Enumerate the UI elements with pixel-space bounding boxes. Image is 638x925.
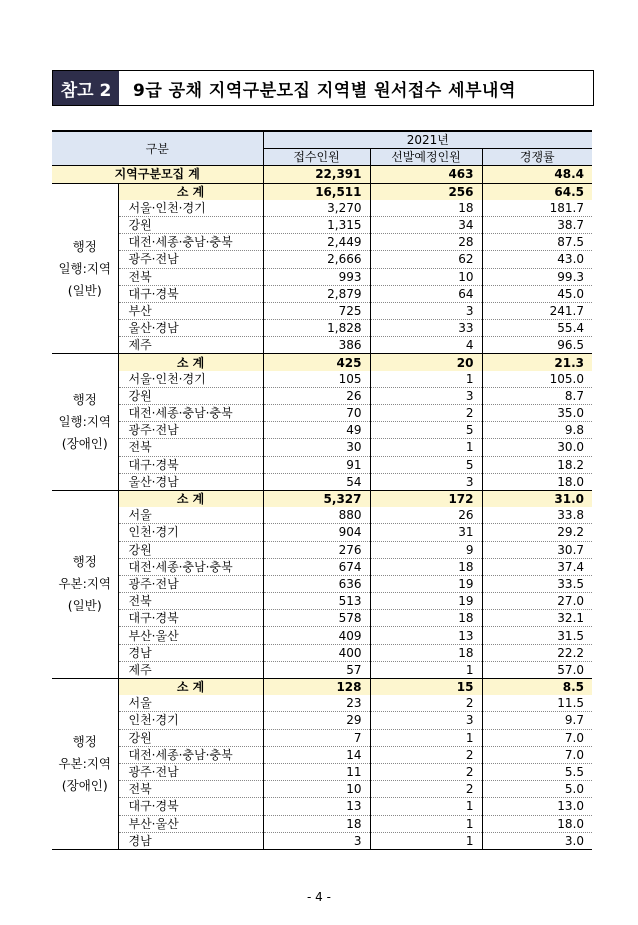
ratio-cell: 5.5 [482,763,592,780]
subtotal-ratio: 64.5 [482,183,592,200]
ratio-cell: 55.4 [482,320,592,337]
group-label-line: (일반) [67,282,102,298]
region-cell: 대전·세종·충남·충북 [118,234,263,251]
region-cell: 인천·경기 [118,524,263,541]
region-cell: 광주·전남 [118,763,263,780]
region-cell: 제주 [118,661,263,678]
ratio-cell: 37.4 [482,558,592,575]
group-label [52,679,118,850]
table-row [52,627,592,644]
table-row [52,798,592,815]
table-row [52,285,592,302]
planned-cell: 4 [370,337,482,354]
table-row [52,593,592,610]
ratio-cell: 9.8 [482,422,592,439]
planned-cell: 1 [370,832,482,849]
planned-cell: 33 [370,320,482,337]
ratio-cell: 33.8 [482,507,592,524]
group-label-line: 행정 [72,392,97,408]
region-cell: 대구·경북 [118,610,263,627]
applicants-cell: 386 [263,337,370,354]
table-row [52,575,592,592]
header-planned: 선발예정인원 [370,149,482,166]
ratio-cell: 35.0 [482,405,592,422]
total-ratio: 48.4 [482,166,592,183]
applicants-cell: 1,828 [263,320,370,337]
ratio-cell: 5.0 [482,781,592,798]
page-number: - 4 - [307,890,331,904]
table-row [52,781,592,798]
subtotal-row [52,490,592,507]
ratio-cell: 99.3 [482,268,592,285]
applicants-cell: 2,449 [263,234,370,251]
ratio-cell: 31.5 [482,627,592,644]
region-cell: 광주·전남 [118,251,263,268]
applicants-cell: 105 [263,371,370,388]
region-cell: 서울 [118,507,263,524]
planned-cell: 5 [370,422,482,439]
header-ratio: 경쟁률 [482,149,592,166]
table-row [52,422,592,439]
subtotal-label: 소 계 [118,679,263,696]
applicants-cell: 70 [263,405,370,422]
applicants-cell: 18 [263,815,370,832]
region-cell: 전북 [118,593,263,610]
table-row [52,832,592,849]
ratio-cell: 13.0 [482,798,592,815]
planned-cell: 2 [370,405,482,422]
region-cell: 울산·경남 [118,473,263,490]
total-label: 지역구분모집 계 [52,166,263,183]
applicants-cell: 3,270 [263,200,370,217]
subtotal-planned: 256 [370,183,482,200]
ratio-cell: 18.0 [482,473,592,490]
header-year: 2021년 [263,131,592,149]
planned-cell: 1 [370,729,482,746]
ratio-cell: 18.0 [482,815,592,832]
table-body [52,166,592,850]
subtotal-row [52,679,592,696]
planned-cell: 10 [370,268,482,285]
applicants-cell: 2,879 [263,285,370,302]
page-title: 9급 공채 지역구분모집 지역별 원서접수 세부내역 [133,80,516,101]
applicants-cell: 578 [263,610,370,627]
header-applicants: 접수인원 [263,149,370,166]
table-row [52,558,592,575]
ratio-cell: 87.5 [482,234,592,251]
ratio-cell: 32.1 [482,610,592,627]
ratio-cell: 18.2 [482,456,592,473]
applicants-cell: 26 [263,387,370,404]
region-cell: 전북 [118,268,263,285]
subtotal-applicants: 128 [263,679,370,696]
subtotal-planned: 172 [370,490,482,507]
table-row [52,746,592,763]
planned-cell: 18 [370,610,482,627]
region-cell: 대구·경북 [118,798,263,815]
application-table [52,130,592,850]
ratio-cell: 3.0 [482,832,592,849]
region-cell: 경남 [118,644,263,661]
region-cell: 강원 [118,387,263,404]
planned-cell: 3 [370,302,482,319]
ratio-cell: 7.0 [482,746,592,763]
subtotal-label: 소 계 [118,354,263,371]
ratio-cell: 11.5 [482,695,592,712]
planned-cell: 26 [370,507,482,524]
region-cell: 전북 [118,781,263,798]
applicants-cell: 10 [263,781,370,798]
applicants-cell: 7 [263,729,370,746]
subtotal-applicants: 16,511 [263,183,370,200]
planned-cell: 19 [370,593,482,610]
region-cell: 울산·경남 [118,320,263,337]
table-row [52,473,592,490]
table-row [52,216,592,233]
planned-cell: 28 [370,234,482,251]
table-row [52,695,592,712]
title-box [52,70,594,106]
applicants-cell: 904 [263,524,370,541]
applicants-cell: 674 [263,558,370,575]
group-label-line: 행정 [72,238,97,254]
ratio-cell: 45.0 [482,285,592,302]
planned-cell: 1 [370,371,482,388]
region-cell: 강원 [118,541,263,558]
applicants-cell: 409 [263,627,370,644]
planned-cell: 31 [370,524,482,541]
subtotal-label: 소 계 [118,490,263,507]
ratio-cell: 96.5 [482,337,592,354]
region-cell: 전북 [118,439,263,456]
planned-cell: 3 [370,473,482,490]
table-row [52,815,592,832]
total-row [52,166,592,183]
applicants-cell: 54 [263,473,370,490]
applicants-cell: 13 [263,798,370,815]
planned-cell: 18 [370,644,482,661]
table-row [52,456,592,473]
subtotal-ratio: 21.3 [482,354,592,371]
group-label-line: (일반) [67,598,102,614]
table-row [52,200,592,217]
subtotal-row [52,183,592,200]
region-cell: 서울 [118,695,263,712]
ratio-cell: 30.7 [482,541,592,558]
applicants-cell: 880 [263,507,370,524]
table-row [52,524,592,541]
applicants-cell: 91 [263,456,370,473]
ratio-cell: 33.5 [482,575,592,592]
planned-cell: 18 [370,200,482,217]
table-row [52,405,592,422]
group-label-line: (장애인) [61,777,108,793]
table-row [52,302,592,319]
applicants-cell: 513 [263,593,370,610]
table-row [52,610,592,627]
planned-cell: 64 [370,285,482,302]
region-cell: 광주·전남 [118,575,263,592]
subtotal-row [52,354,592,371]
table-row [52,763,592,780]
table-row [52,439,592,456]
ratio-cell: 38.7 [482,216,592,233]
planned-cell: 13 [370,627,482,644]
group-label [52,354,118,491]
applicants-cell: 725 [263,302,370,319]
region-cell: 대구·경북 [118,456,263,473]
ratio-cell: 105.0 [482,371,592,388]
region-cell: 서울·인천·경기 [118,200,263,217]
group-label-line: 우본:지역 [58,755,111,771]
planned-cell: 2 [370,695,482,712]
subtotal-planned: 15 [370,679,482,696]
region-cell: 대전·세종·충남·충북 [118,405,263,422]
planned-cell: 2 [370,763,482,780]
applicants-cell: 23 [263,695,370,712]
planned-cell: 1 [370,439,482,456]
planned-cell: 62 [370,251,482,268]
ratio-cell: 7.0 [482,729,592,746]
applicants-cell: 400 [263,644,370,661]
table-row [52,337,592,354]
planned-cell: 1 [370,815,482,832]
ratio-cell: 241.7 [482,302,592,319]
ratio-cell: 57.0 [482,661,592,678]
region-cell: 강원 [118,216,263,233]
subtotal-applicants: 5,327 [263,490,370,507]
region-cell: 부산 [118,302,263,319]
group-label-line: 행정 [72,554,97,570]
table-row [52,251,592,268]
table-row [52,268,592,285]
ratio-cell: 9.7 [482,712,592,729]
ratio-cell: 181.7 [482,200,592,217]
planned-cell: 5 [370,456,482,473]
subtotal-ratio: 31.0 [482,490,592,507]
group-label [52,183,118,354]
applicants-cell: 11 [263,763,370,780]
ratio-cell: 27.0 [482,593,592,610]
applicants-cell: 3 [263,832,370,849]
ratio-cell: 29.2 [482,524,592,541]
planned-cell: 18 [370,558,482,575]
ratio-cell: 43.0 [482,251,592,268]
table-row [52,712,592,729]
region-cell: 서울·인천·경기 [118,371,263,388]
table-row [52,387,592,404]
applicants-cell: 29 [263,712,370,729]
applicants-cell: 1,315 [263,216,370,233]
applicants-cell: 30 [263,439,370,456]
group-label-line: (장애인) [61,436,108,452]
region-cell: 부산·울산 [118,627,263,644]
reference-tag: 참고 2 [53,71,119,105]
applicants-cell: 57 [263,661,370,678]
applicants-cell: 14 [263,746,370,763]
applicants-cell: 276 [263,541,370,558]
subtotal-ratio: 8.5 [482,679,592,696]
planned-cell: 3 [370,387,482,404]
planned-cell: 2 [370,781,482,798]
group-label-line: 일행:지역 [58,414,111,430]
region-cell: 제주 [118,337,263,354]
planned-cell: 9 [370,541,482,558]
total-applicants: 22,391 [263,166,370,183]
region-cell: 대전·세종·충남·충북 [118,558,263,575]
table-row [52,729,592,746]
ratio-cell: 8.7 [482,387,592,404]
header-category: 구분 [52,131,263,166]
subtotal-applicants: 425 [263,354,370,371]
ratio-cell: 22.2 [482,644,592,661]
subtotal-planned: 20 [370,354,482,371]
table-row [52,661,592,678]
region-cell: 대구·경북 [118,285,263,302]
planned-cell: 3 [370,712,482,729]
planned-cell: 1 [370,661,482,678]
ratio-cell: 30.0 [482,439,592,456]
applicants-cell: 636 [263,575,370,592]
total-planned: 463 [370,166,482,183]
applicants-cell: 993 [263,268,370,285]
subtotal-label: 소 계 [118,183,263,200]
table-row [52,541,592,558]
table-row [52,507,592,524]
region-cell: 부산·울산 [118,815,263,832]
table-row [52,234,592,251]
table-row [52,644,592,661]
group-label-line: 일행:지역 [58,260,111,276]
region-cell: 대전·세종·충남·충북 [118,746,263,763]
group-label-line: 우본:지역 [58,576,111,592]
table-row [52,371,592,388]
group-label [52,490,118,678]
planned-cell: 34 [370,216,482,233]
table-row [52,320,592,337]
region-cell: 광주·전남 [118,422,263,439]
applicants-cell: 49 [263,422,370,439]
region-cell: 경남 [118,832,263,849]
planned-cell: 2 [370,746,482,763]
planned-cell: 1 [370,798,482,815]
region-cell: 강원 [118,729,263,746]
planned-cell: 19 [370,575,482,592]
applicants-cell: 2,666 [263,251,370,268]
region-cell: 인천·경기 [118,712,263,729]
group-label-line: 행정 [72,733,97,749]
